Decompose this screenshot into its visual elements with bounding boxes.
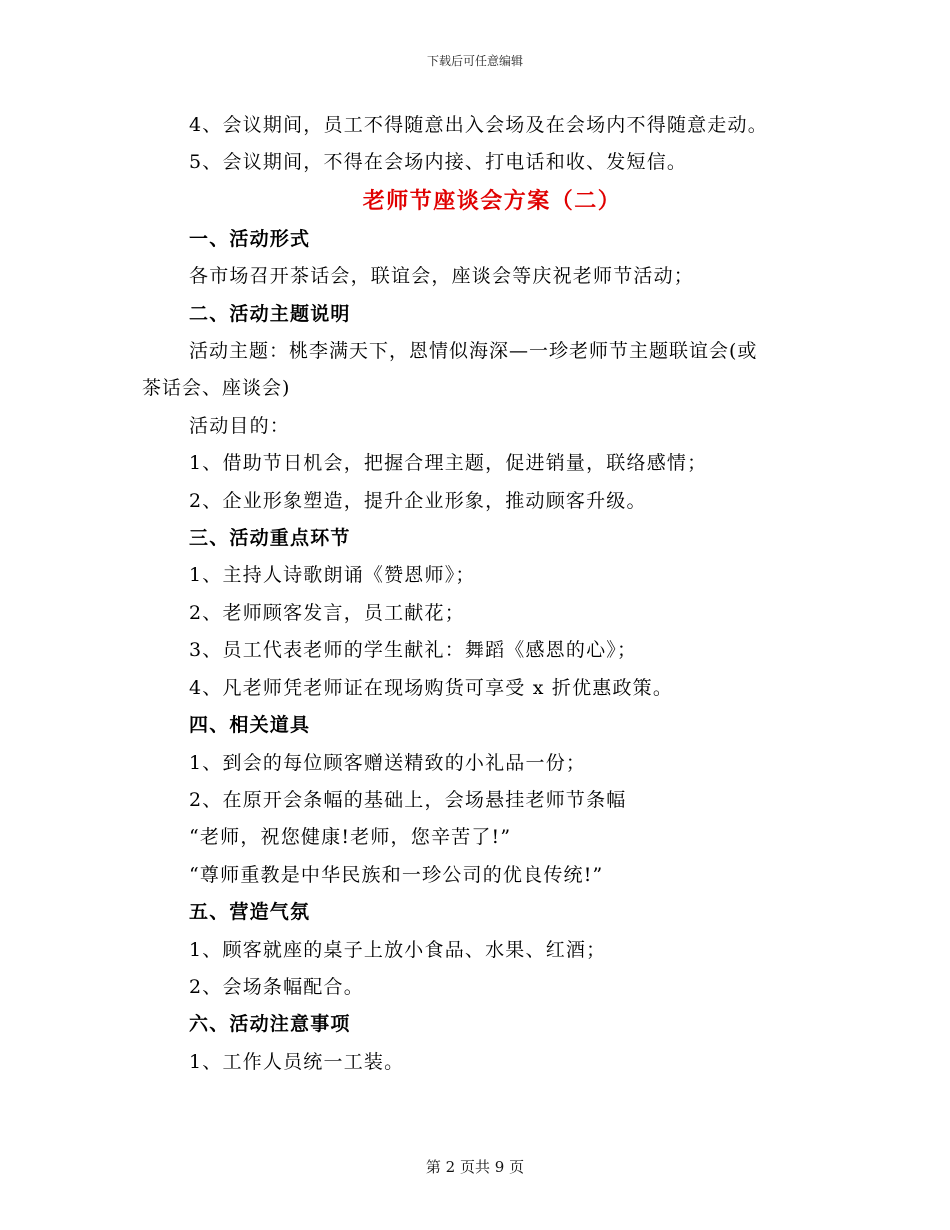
list-item: 2、老师顾客发言，员工献花； bbox=[189, 601, 465, 624]
list-item: 2、企业形象塑造，提升企业形象，推动顾客升级。 bbox=[189, 489, 647, 512]
list-item: 1、到会的每位顾客赠送精致的小礼品一份； bbox=[189, 751, 587, 774]
list-item: 2、会场条幅配合。 bbox=[189, 975, 364, 998]
quote-line: “老师，祝您健康!老师，您辛苦了!” bbox=[189, 826, 512, 849]
list-item: 4、凡老师凭老师证在现场购货可享受 x 折优惠政策。 bbox=[189, 676, 674, 699]
quote-line: “尊师重教是中华民族和一珍公司的优良传统!” bbox=[189, 863, 604, 886]
paragraph: 活动目的： bbox=[189, 414, 291, 437]
section-heading: 二、活动主题说明 bbox=[189, 302, 351, 325]
page-footer: 第 2 页共 9 页 bbox=[425, 1158, 525, 1176]
list-item: 4、会议期间，员工不得随意出入会场及在会场内不得随意走动。 bbox=[189, 114, 768, 136]
list-item: 5、会议期间，不得在会场内接、打电话和收、发短信。 bbox=[189, 151, 688, 174]
document-title: 老师节座谈会方案（二） bbox=[362, 187, 622, 214]
paragraph: 活动主题：桃李满天下，恩情似海深—一珍老师节主题联谊会(或 bbox=[189, 340, 758, 363]
list-item: 1、借助节日机会，把握合理主题，促进销量，联络感情； bbox=[189, 452, 708, 475]
section-heading: 五、营造气氛 bbox=[189, 901, 311, 924]
document-body bbox=[142, 107, 822, 1081]
section-heading: 四、相关道具 bbox=[189, 714, 311, 737]
section-heading: 三、活动重点环节 bbox=[189, 527, 351, 550]
page-header: 下载后可任意编辑 bbox=[426, 54, 523, 68]
list-item: 1、顾客就座的桌子上放小食品、水果、红酒； bbox=[189, 938, 607, 961]
section-heading: 六、活动注意事项 bbox=[189, 1013, 351, 1036]
list-item: 3、员工代表老师的学生献礼：舞蹈《感恩的心》； bbox=[189, 639, 638, 662]
paragraph: 各市场召开茶话会，联谊会，座谈会等庆祝老师节活动； bbox=[189, 265, 695, 288]
section-heading: 一、活动形式 bbox=[189, 227, 311, 250]
paragraph-continuation: 茶话会、座谈会) bbox=[142, 377, 291, 400]
list-item: 1、主持人诗歌朗诵《赞恩师》； bbox=[189, 564, 476, 587]
list-item: 1、工作人员统一工装。 bbox=[189, 1050, 405, 1073]
list-item: 2、在原开会条幅的基础上，会场悬挂老师节条幅 bbox=[189, 788, 627, 811]
